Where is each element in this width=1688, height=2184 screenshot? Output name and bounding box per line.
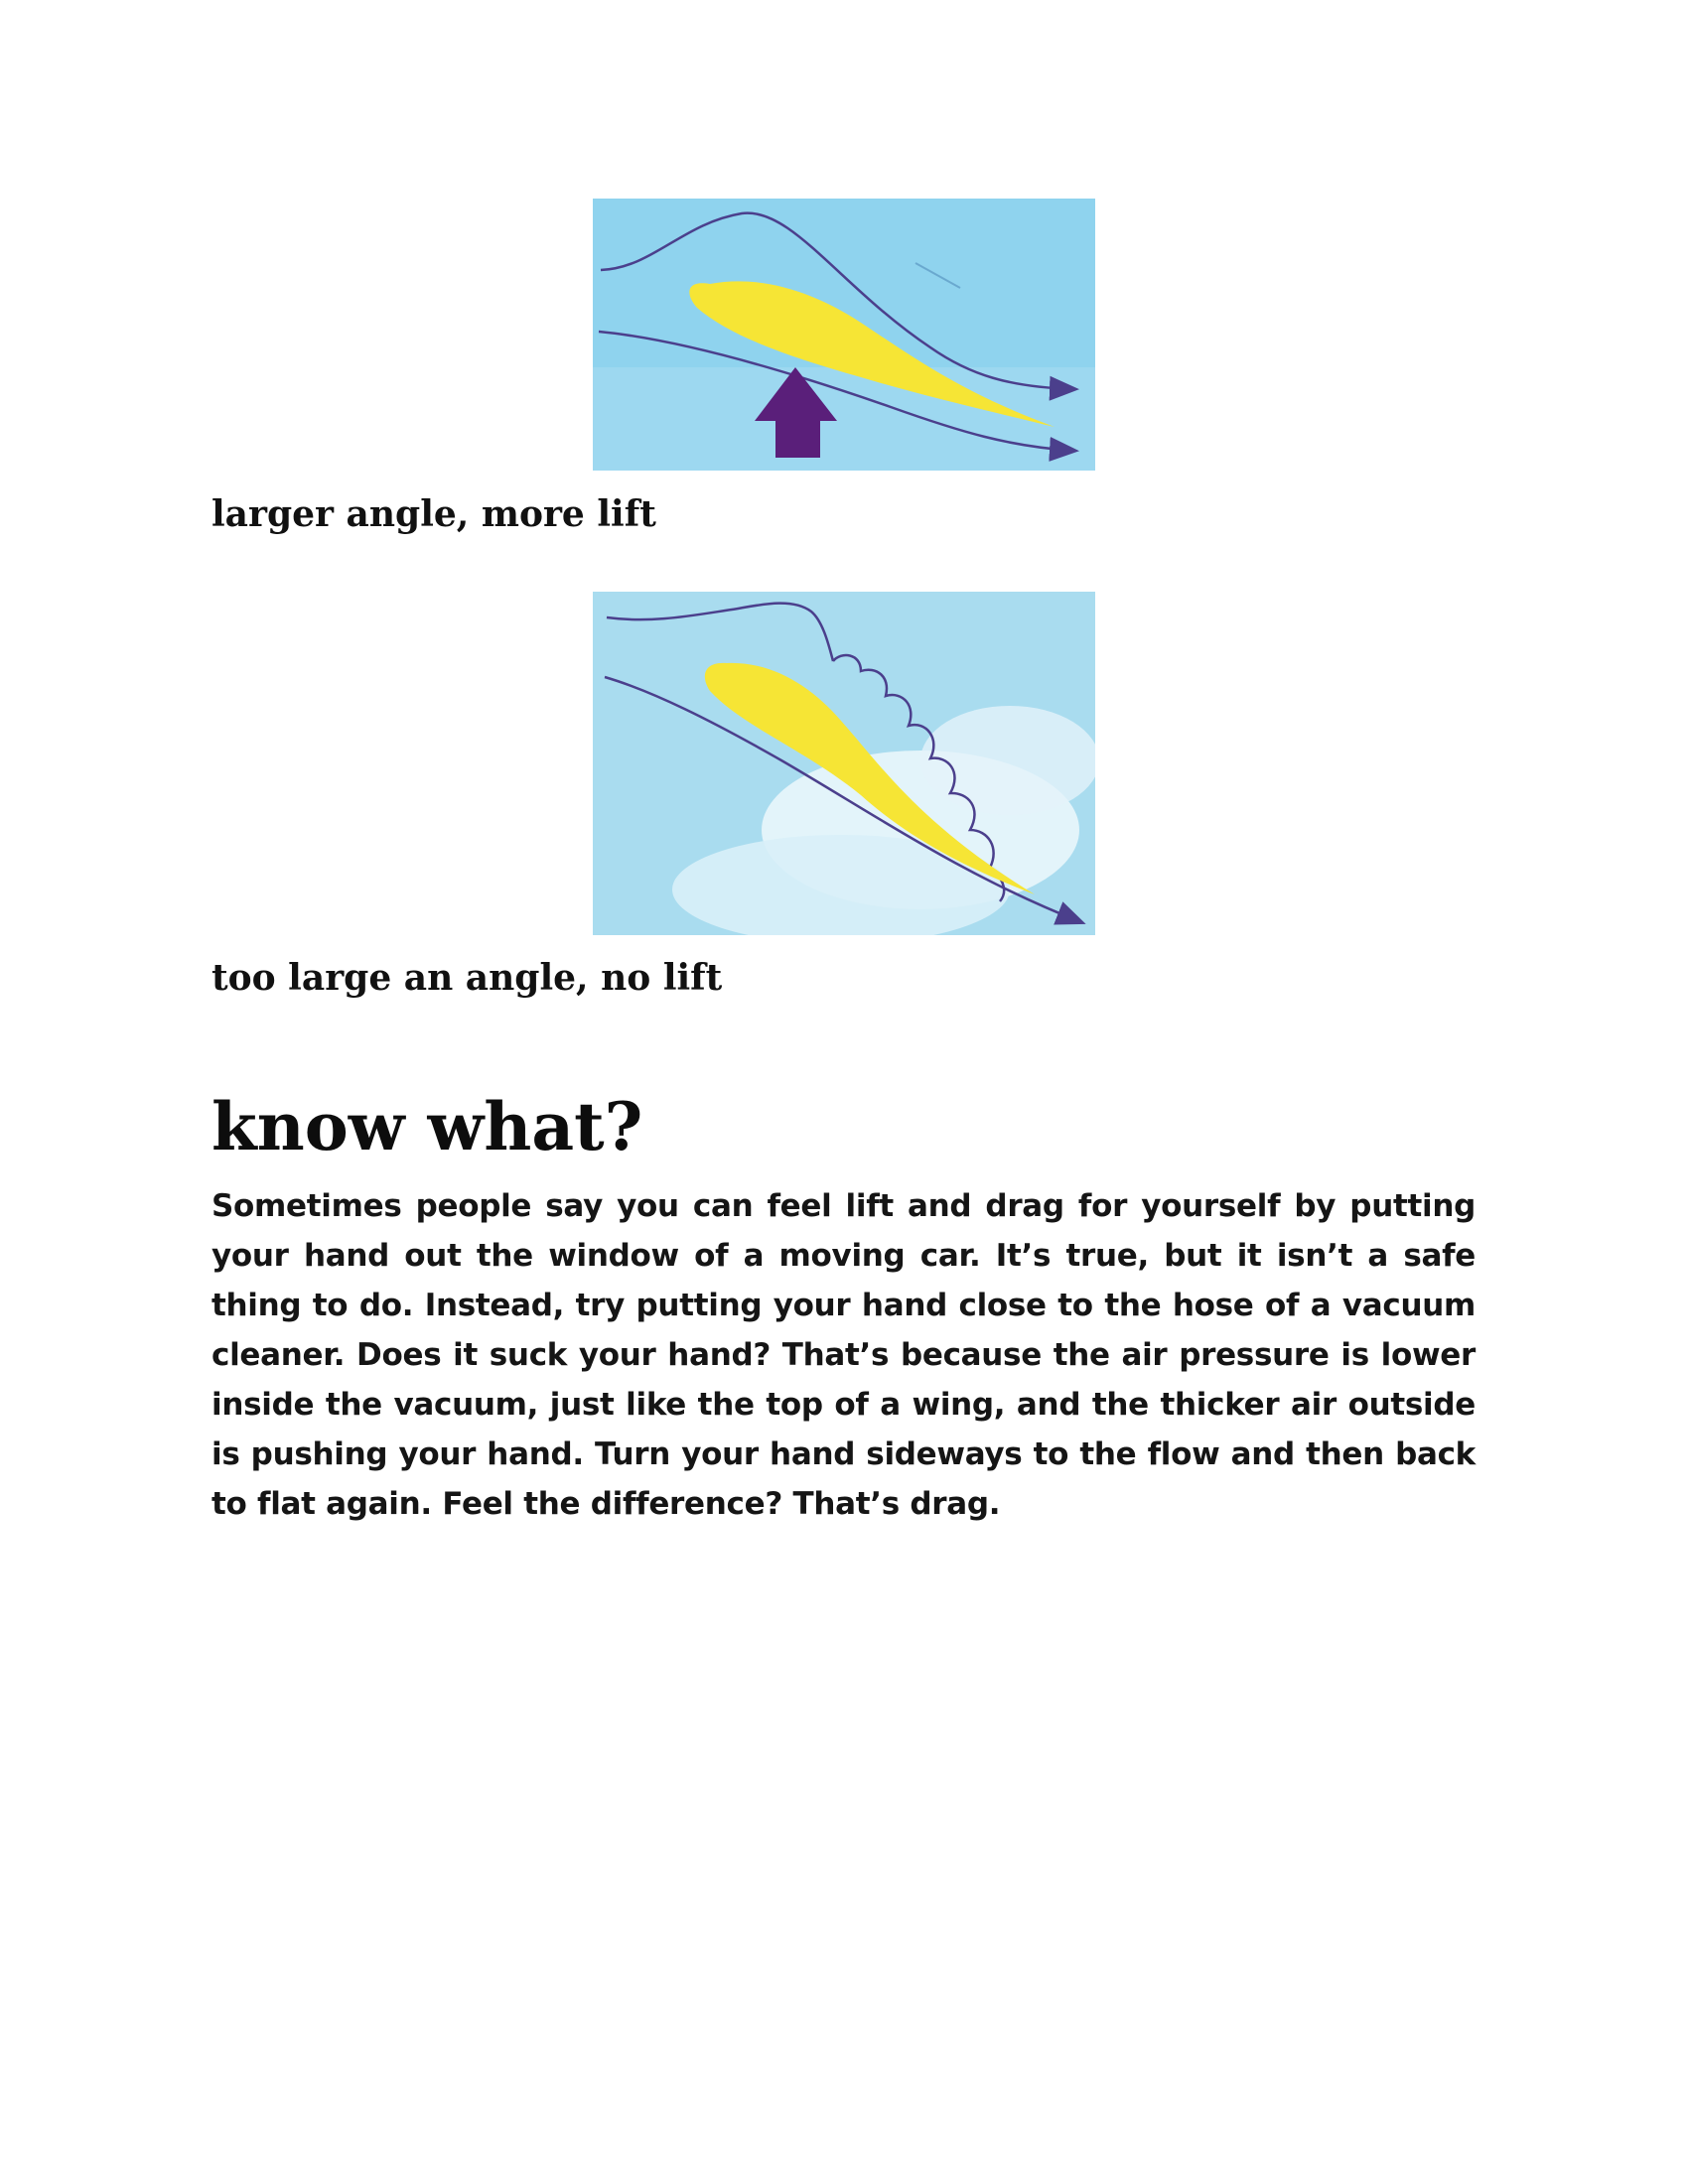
lift-diagram-figure: [593, 199, 1095, 471]
figure-caption-stall: too large an angle, no lift: [211, 957, 723, 999]
airfoil-lift-diagram-icon: [593, 199, 1095, 471]
figure-caption-lift: larger angle, more lift: [211, 493, 656, 535]
airfoil-stall-diagram-icon: [593, 592, 1095, 935]
stall-diagram-figure: [593, 592, 1095, 935]
body-paragraph: Sometimes people say you can feel lift and drag for yourself by putting your hand out the window of a moving car. It’s true, but it isn’t a safe thing to do. Instead, try putting your hand close to the hose of a vacuum cleaner. Does it suck your hand? That’s because the air pressure is lower inside the vacuum, just like the top of a wing, and the thicker air outside is pushing your hand. Turn your hand sideways to the flow and then back to flat again. Feel the difference? That’s drag.: [211, 1188, 1476, 1522]
section-heading: know what?: [211, 1088, 643, 1165]
